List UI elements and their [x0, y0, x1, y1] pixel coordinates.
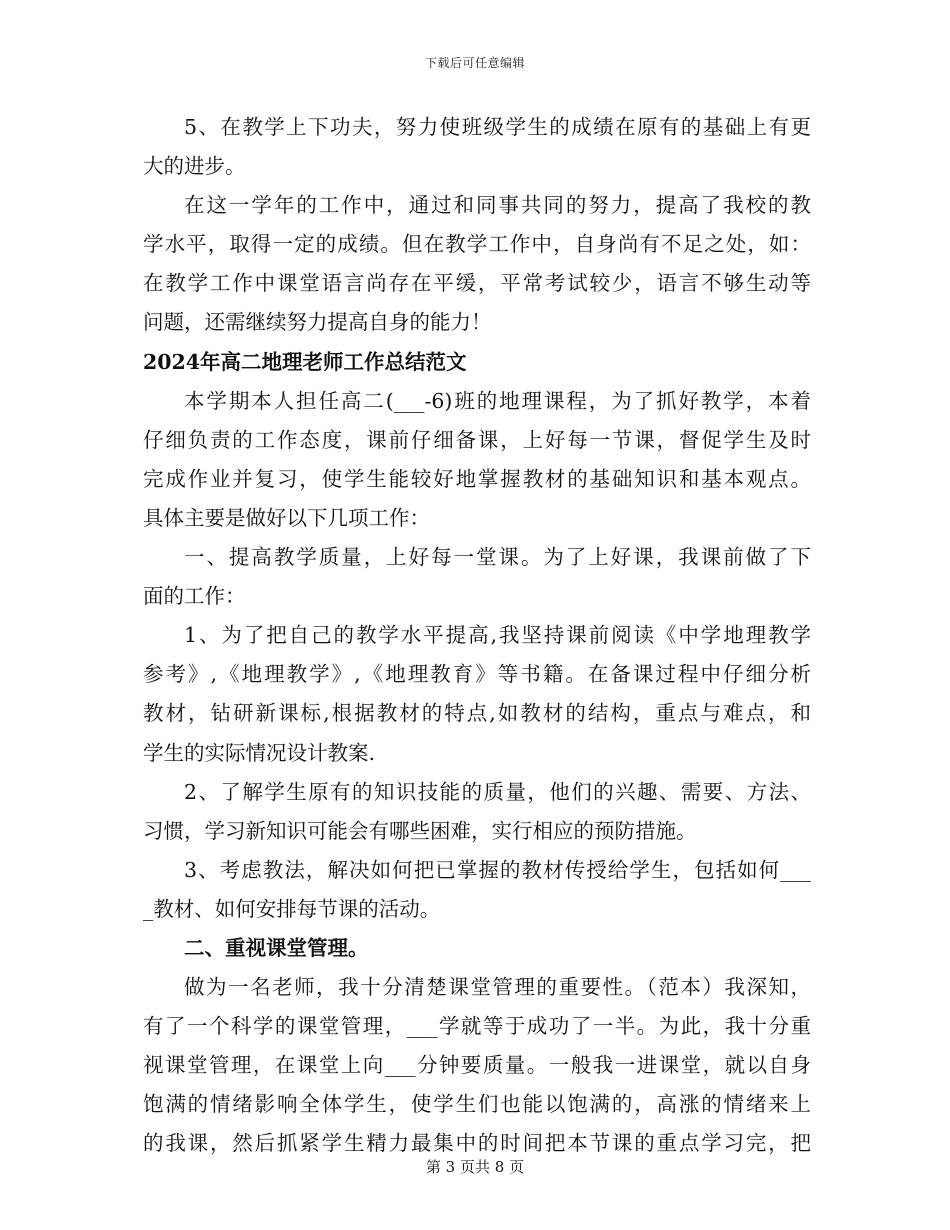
text-line: 学生的实际情况设计教案.: [143, 740, 376, 765]
document-body: [143, 108, 811, 1164]
text-line: 1、为了把自己的教学水平提高,我坚持课前阅读《中学地理教学: [184, 623, 811, 648]
text-line: 饱满的情绪影响全体学生，使学生们也能以饱满的，高涨的情绪来上: [143, 1092, 811, 1117]
section-heading: 二、重视课堂管理。: [184, 935, 369, 960]
page-footer: 第 3 页共 8 页: [425, 1158, 525, 1176]
text-line: 具体主要是做好以下几项工作：: [143, 505, 430, 530]
text-line: 2、了解学生原有的知识技能的质量，他们的兴趣、需要、方法、: [184, 779, 811, 804]
text-line: 教材，钻研新课标,根据教材的特点,如教材的结构，重点与难点，和: [143, 701, 811, 726]
text-line: 的我课，然后抓紧学生精力最集中的时间把本节课的重点学习完，把: [143, 1131, 811, 1156]
text-line: 习惯，学习新知识可能会有哪些困难，实行相应的预防措施。: [143, 818, 697, 843]
text-line: 大的进步。: [143, 154, 246, 179]
text-line: 3、考虑教法，解决如何把已掌握的教材传授给学生，包括如何___: [184, 857, 811, 882]
text-line: _教材、如何安排每节课的活动。: [143, 896, 441, 921]
text-line: 面的工作：: [143, 584, 246, 609]
text-line: 5、在教学上下功夫，努力使班级学生的成绩在原有的基础上有更: [184, 115, 811, 139]
page-header: 下载后可任意编辑: [424, 56, 525, 70]
text-line: 做为一名老师，我十分清楚课堂管理的重要性。（范本）我深知，: [184, 975, 811, 1000]
text-line: 在教学工作中课堂语言尚存在平缓，平常考试较少，语言不够生动等: [143, 271, 811, 296]
section-title: 2024年高二地理老师工作总结范文: [143, 349, 467, 374]
text-line: 有了一个科学的课堂管理，___学就等于成功了一半。为此，我十分重: [143, 1014, 811, 1039]
text-line: 问题，还需继续努力提高自身的能力！: [143, 310, 492, 335]
text-line: 视课堂管理，在课堂上向___分钟要质量。一般我一进课堂，就以自身: [143, 1053, 811, 1078]
text-line: 参考》,《地理教学》,《地理教育》等书籍。在备课过程中仔细分析: [143, 662, 811, 687]
text-line: 完成作业并复习，使学生能较好地掌握教材的基础知识和基本观点。: [143, 466, 811, 491]
text-line: 仔细负责的工作态度，课前仔细备课，上好每一节课，督促学生及时: [143, 427, 811, 452]
text-line: 学水平，取得一定的成绩。但在教学工作中，自身尚有不足之处，如：: [143, 232, 811, 257]
text-line: 在这一学年的工作中，通过和同事共同的努力，提高了我校的教: [184, 193, 811, 218]
text-line: 一、提高教学质量，上好每一堂课。为了上好课，我课前做了下: [184, 545, 811, 570]
text-line: 本学期本人担任高二(___-6)班的地理课程，为了抓好教学，本着: [184, 388, 811, 413]
